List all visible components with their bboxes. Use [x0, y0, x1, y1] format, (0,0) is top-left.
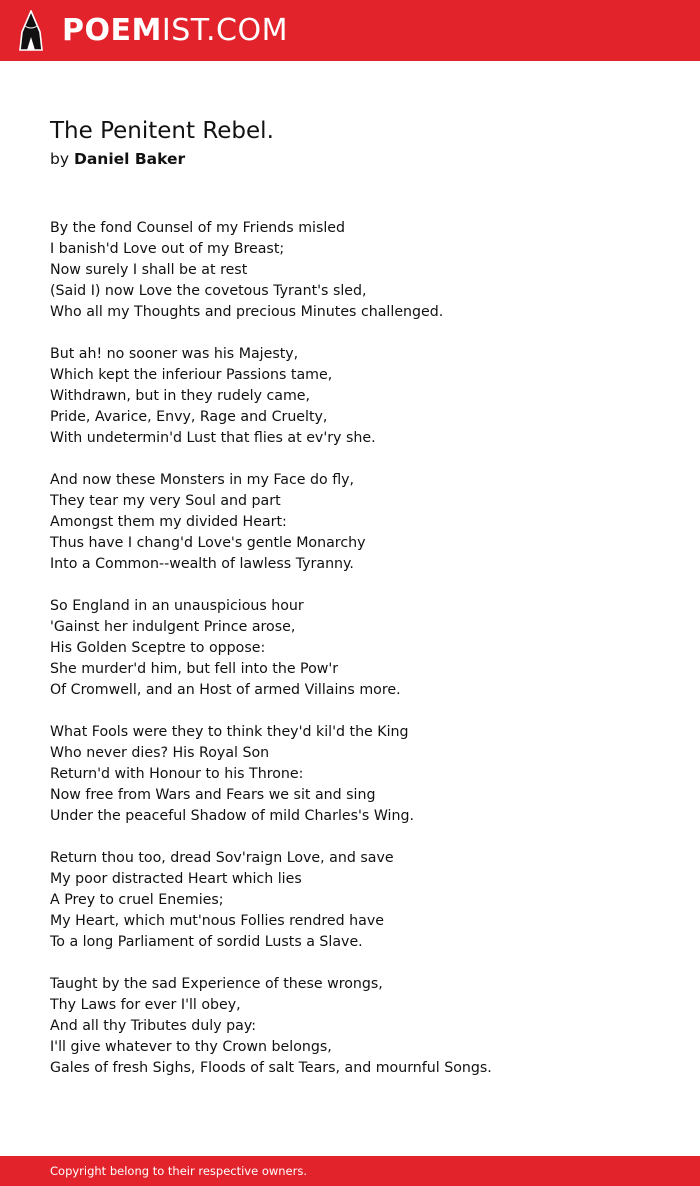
poem-line: But ah! no sooner was his Majesty,	[50, 346, 299, 362]
poem-line: With undetermin'd Lust that flies at ev'ry she.	[50, 430, 376, 446]
poem-line: To a long Parliament of sordid Lusts a Slave.	[50, 934, 363, 950]
poem-line: A Prey to cruel Enemies;	[50, 892, 224, 908]
poem-line: Now surely I shall be at rest	[50, 262, 248, 278]
poem-author: Daniel Baker	[73, 150, 186, 168]
logo-brand-light: IST.COM	[161, 13, 288, 48]
poem-byline	[50, 148, 185, 170]
poem-line: I'll give whatever to thy Crown belongs,	[50, 1039, 332, 1055]
site-footer	[0, 1156, 700, 1186]
poem-line: What Fools were they to think they'd kil'd the King	[50, 724, 409, 740]
poem-line: Return'd with Honour to his Throne:	[50, 766, 304, 782]
poem-line: Into a Common--wealth of lawless Tyranny.	[50, 556, 354, 572]
poem-line: Taught by the sad Experience of these wrongs,	[50, 976, 383, 992]
poem-line: I banish'd Love out of my Breast;	[50, 241, 285, 257]
site-logo[interactable]	[62, 11, 288, 51]
poem-line: My poor distracted Heart which lies	[50, 871, 302, 887]
poem-stanza	[50, 974, 670, 1079]
poem-body	[50, 218, 670, 1100]
poem-line: Who never dies? His Royal Son	[50, 745, 270, 761]
site-header	[0, 0, 700, 61]
poem-line: So England in an unauspicious hour	[50, 598, 304, 614]
poem-line: Gales of fresh Sighs, Floods of salt Tears, and mournful Songs.	[50, 1060, 492, 1076]
poem-line: By the fond Counsel of my Friends misled	[50, 220, 346, 236]
poem-stanza	[50, 596, 670, 701]
poem-line: Pride, Avarice, Envy, Rage and Cruelty,	[50, 409, 328, 425]
poem-title: The Penitent Rebel.	[50, 118, 274, 144]
poem-line: 'Gainst her indulgent Prince arose,	[50, 619, 296, 635]
poem-line: And all thy Tributes duly pay:	[50, 1018, 256, 1034]
poem-line: (Said I) now Love the covetous Tyrant's sled,	[50, 283, 367, 299]
poem-line: Which kept the inferiour Passions tame,	[50, 367, 333, 383]
poem-stanza	[50, 218, 670, 323]
poem-stanza	[50, 470, 670, 575]
poem-line: Under the peaceful Shadow of mild Charles's Wing.	[50, 808, 414, 824]
poem-stanza	[50, 344, 670, 449]
poem-line: She murder'd him, but fell into the Pow'r	[50, 661, 339, 677]
pen-nib-icon	[17, 10, 45, 52]
poem-line: Of Cromwell, and an Host of armed Villains more.	[50, 682, 401, 698]
logo-brand-bold: POEM	[62, 13, 162, 48]
poem-line: Now free from Wars and Fears we sit and sing	[50, 787, 376, 803]
poem-line: My Heart, which mut'nous Follies rendred have	[50, 913, 384, 929]
poem-line: Thy Laws for ever I'll obey,	[50, 997, 241, 1013]
poem-line: They tear my very Soul and part	[50, 493, 281, 509]
poem-line: His Golden Sceptre to oppose:	[50, 640, 266, 656]
poem-line: And now these Monsters in my Face do fly,	[50, 472, 355, 488]
poem-line: Thus have I chang'd Love's gentle Monarchy	[50, 535, 366, 551]
poem-line: Who all my Thoughts and precious Minutes challenged.	[50, 304, 444, 320]
poem-line: Amongst them my divided Heart:	[50, 514, 287, 530]
poem-line: Return thou too, dread Sov'raign Love, and save	[50, 850, 394, 866]
byline-prefix: by	[50, 150, 70, 168]
poem-line: Withdrawn, but in they rudely came,	[50, 388, 311, 404]
copyright-text: Copyright belong to their respective owners.	[50, 1164, 308, 1178]
poem-stanza	[50, 848, 670, 953]
poem-stanza	[50, 722, 670, 827]
